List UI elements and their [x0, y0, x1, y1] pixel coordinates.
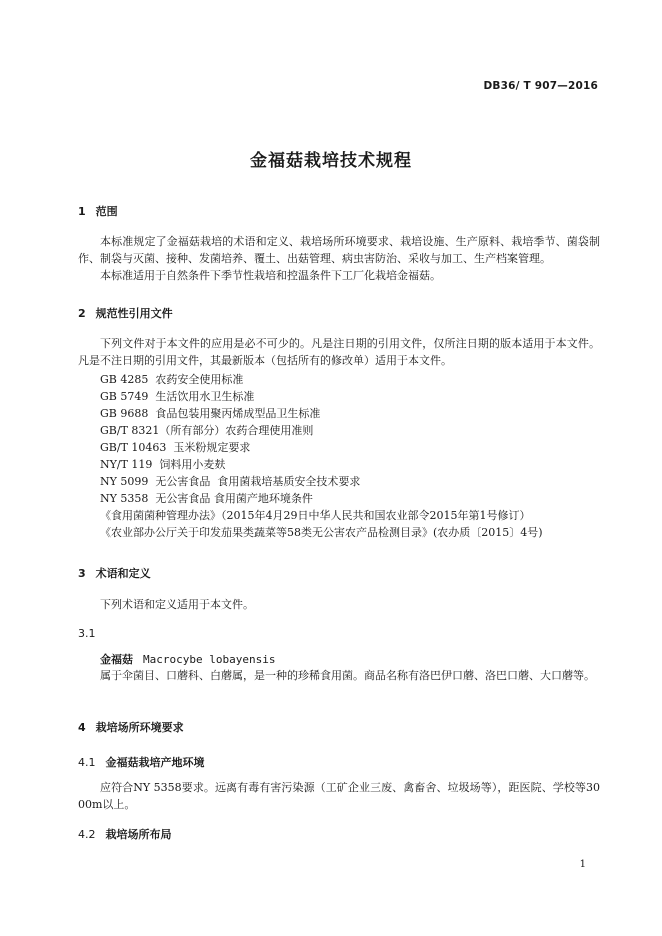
- page-number: 1: [579, 859, 586, 870]
- reference-item: GB/T 8321（所有部分）农药合理使用准则: [100, 424, 314, 437]
- section-number: 4: [78, 721, 86, 734]
- subsection-4-2-heading: [78, 826, 172, 842]
- document-title: 金福菇栽培技术规程: [250, 151, 412, 171]
- subsection-4-1-paragraph: 应符合NY 5358要求。远离有毒有害污染源（工矿企业三废、禽畜舍、垃圾场等），距医院、学校等3000m以上。: [78, 781, 600, 811]
- section-title: 规范性引用文件: [95, 307, 173, 320]
- section-1-heading: [78, 203, 118, 219]
- reference-item: GB 4285 农药安全使用标准: [100, 373, 244, 386]
- subsection-title: 金福菇栽培产地环境: [105, 756, 205, 769]
- term-entry: [100, 651, 275, 667]
- section-2-heading: [78, 305, 173, 321]
- section-3-paragraph-1: 下列术语和定义适用于本文件。: [100, 598, 254, 611]
- reference-item: 《食用菌菌种管理办法》（2015年4月29日中华人民共和国农业部令2015年第1号修订）: [100, 509, 531, 522]
- reference-item: GB 5749 生活饮用水卫生标准: [100, 390, 255, 403]
- section-3-heading: [78, 565, 151, 581]
- reference-item: GB 9688 食品包装用聚丙烯成型品卫生标准: [100, 407, 321, 420]
- section-number: 3: [78, 567, 86, 580]
- section-number: 2: [78, 307, 86, 320]
- subsection-number: 4.1: [78, 756, 96, 769]
- reference-item: NY 5358 无公害食品 食用菌产地环境条件: [100, 492, 313, 505]
- section-title: 栽培场所环境要求: [95, 721, 184, 734]
- term-definition: 属于伞菌目、口蘑科、白蘑属，是一种的珍稀食用菌。商品名称有洛巴伊口蘑、洛巴口蘑、大口蘑等。: [100, 669, 595, 682]
- term-chinese: 金福菇: [100, 653, 133, 666]
- subsection-title: 栽培场所布局: [105, 828, 172, 841]
- subsection-number: 4.2: [78, 828, 96, 841]
- reference-item: 《农业部办公厅关于印发茄果类蔬菜等58类无公害农产品检测目录》(农办质〔2015〕4号): [100, 526, 543, 539]
- reference-item: GB/T 10463 玉米粉规定要求: [100, 441, 251, 454]
- standard-code: DB36/ T 907—2016: [483, 80, 598, 92]
- reference-item: NY/T 119 饲料用小麦麸: [100, 458, 226, 471]
- subsection-3-1-number: 3.1: [78, 627, 96, 640]
- section-2-paragraph-1: 下列文件对于本文件的应用是必不可少的。凡是注日期的引用文件，仅所注日期的版本适用于本文件。凡是不注日期的引用文件，其最新版本（包括所有的修改单）适用于本文件。: [78, 337, 600, 367]
- section-number: 1: [78, 205, 86, 218]
- reference-item: NY 5099 无公害食品 食用菌栽培基质安全技术要求: [100, 475, 361, 488]
- section-4-heading: [78, 719, 184, 735]
- section-title: 范围: [95, 205, 118, 218]
- subsection-4-1-heading: [78, 754, 205, 770]
- term-latin: Macrocybe lobayensis: [143, 653, 276, 666]
- section-1-paragraph-2: 本标准适用于自然条件下季节性栽培和控温条件下工厂化栽培金福菇。: [100, 269, 441, 282]
- section-title: 术语和定义: [95, 567, 151, 580]
- section-1-paragraph-1: 本标准规定了金福菇栽培的术语和定义、栽培场所环境要求、栽培设施、生产原料、栽培季节、菌袋制作、制袋与灭菌、接种、发菌培养、覆土、出菇管理、病虫害防治、采收与加工、生产档案管理。: [78, 235, 600, 265]
